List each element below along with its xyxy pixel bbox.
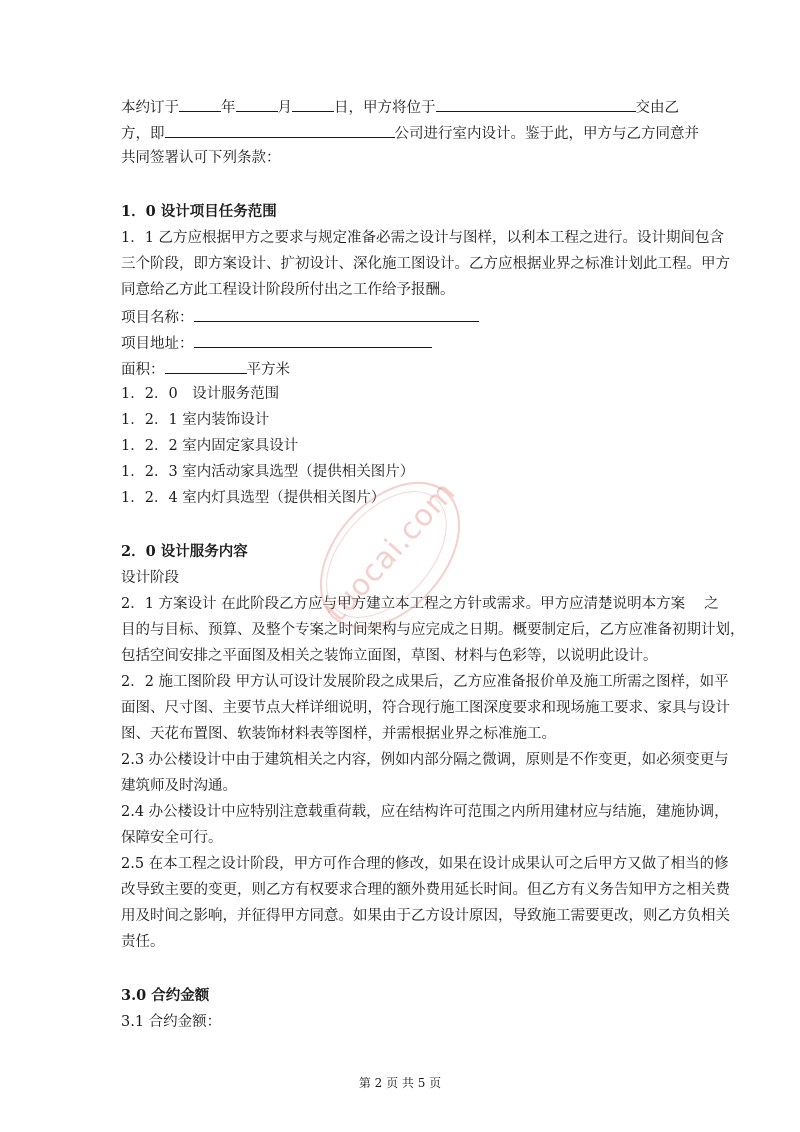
section-2-subheading: 设计阶段: [121, 570, 179, 586]
section-3-heading: 3.0 合约金额: [121, 987, 210, 1004]
para-2-1-line: 目的与目标、预算、及整个专案之时间架构与应完成之日期。概要制定后，乙方应准备初期计划，: [121, 622, 745, 638]
para-1-1-line: 1．1 乙方应根据甲方之要求与规定准备必需之设计与图样，以利本工程之进行。设计期间包含: [121, 230, 725, 246]
blank-company: [165, 123, 395, 138]
intro-text: 年: [221, 100, 236, 116]
watermark-text: tuocai.com: [319, 474, 463, 629]
project-name-label: 项目名称：: [121, 310, 194, 326]
para-2-1-line: 包括空间安排之平面图及相关之装饰立面图，草图、材料与色彩等，以说明此设计。: [121, 648, 658, 664]
area-row: [121, 359, 691, 379]
intro-line-3: 共同签署认可下列条款：: [121, 150, 281, 166]
page-number-footer: 第 2 页 共 5 页: [358, 1076, 442, 1090]
para-2-5-line: 改导致主要的变更，则乙方有权要求合理的额外费用延长时间。但乙方有义务告知甲方之相关费: [121, 882, 730, 898]
intro-line-2: [121, 123, 699, 143]
project-address-row: [121, 333, 691, 353]
scope-item: 1．2．0 设计服务范围: [121, 386, 280, 402]
area-label: 面积：: [121, 362, 165, 378]
para-1-1-line: 同意给乙方此工程设计阶段所付出之工作给予报酬。: [121, 282, 455, 298]
scope-item: 1．2．1 室内装饰设计: [121, 412, 270, 428]
para-2-3-line: 2.3 办公楼设计中由于建筑相关之内容，例如内部分隔之微调，原则是不作变更，如必须变更与: [121, 752, 729, 768]
para-2-5-line: 用及时间之影响，并征得甲方同意。如果由于乙方设计原因，导致施工需要更改，则乙方负相关: [121, 908, 730, 924]
area-blank: [165, 359, 247, 374]
scope-item: 1．2．3 室内活动家具选型（提供相关图片）: [121, 464, 415, 480]
intro-text: 本约订于: [121, 100, 179, 116]
blank-location: [436, 97, 636, 112]
para-2-5-line: 责任。: [121, 934, 165, 950]
blank-month: [236, 97, 278, 112]
blank-year: [179, 97, 221, 112]
intro-text: 月: [277, 100, 292, 116]
intro-text: 交由乙: [635, 100, 679, 116]
contract-amount-item: 3.1 合约金额：: [121, 1014, 222, 1030]
intro-text: 方，即: [121, 126, 165, 142]
para-2-3-line: 建筑师及时沟通。: [121, 778, 237, 794]
intro-text: 公司进行室内设计。鉴于此，甲方与乙方同意并: [394, 126, 699, 142]
para-2-5-line: 2.5 在本工程之设计阶段，甲方可作合理的修改，如果在设计成果认可之后甲方又做了相当的修: [121, 856, 729, 872]
para-2-4-line: 2.4 办公楼设计中应特别注意载重荷载，应在结构许可范围之内所用建材应与结施，建施协调，: [121, 804, 729, 820]
scope-item: 1．2．4 室内灯具选型（提供相关图片）: [121, 490, 386, 506]
project-name-row: [121, 307, 691, 327]
para-2-2-line: 图、天花布置图、软装饰材料表等图样，并需根据业界之标准施工。: [121, 726, 556, 742]
scope-item: 1．2．2 室内固定家具设计: [121, 438, 299, 454]
section-1-heading: 1．0 设计项目任务范围: [121, 203, 277, 220]
para-1-1-line: 三个阶段，即方案设计、扩初设计、深化施工图设计。乙方应根据业界之标准计划此工程。甲方: [121, 256, 730, 272]
intro-line-1: [121, 97, 691, 117]
project-address-blank: [194, 333, 432, 348]
para-2-2-line: 面图、尺寸图、主要节点大样详细说明，符合现行施工图深度要求和现场施工要求、家具与设计: [121, 700, 730, 716]
project-name-blank: [194, 307, 479, 322]
para-2-2-line: 2．2 施工图阶段 甲方认可设计发展阶段之成果后，乙方应准备报价单及施工所需之图样，如平: [121, 674, 729, 690]
blank-day: [292, 97, 334, 112]
area-unit: 平方米: [246, 362, 290, 378]
intro-text: 日，甲方将位于: [334, 100, 436, 116]
para-2-1-line: 2．1 方案设计 在此阶段乙方应与甲方建立本工程之方针或需求。甲方应清楚说明本方案 之: [121, 596, 719, 612]
section-2-heading: 2．0 设计服务内容: [121, 543, 248, 560]
para-2-4-line: 保障安全可行。: [121, 830, 223, 846]
project-address-label: 项目地址：: [121, 336, 194, 352]
